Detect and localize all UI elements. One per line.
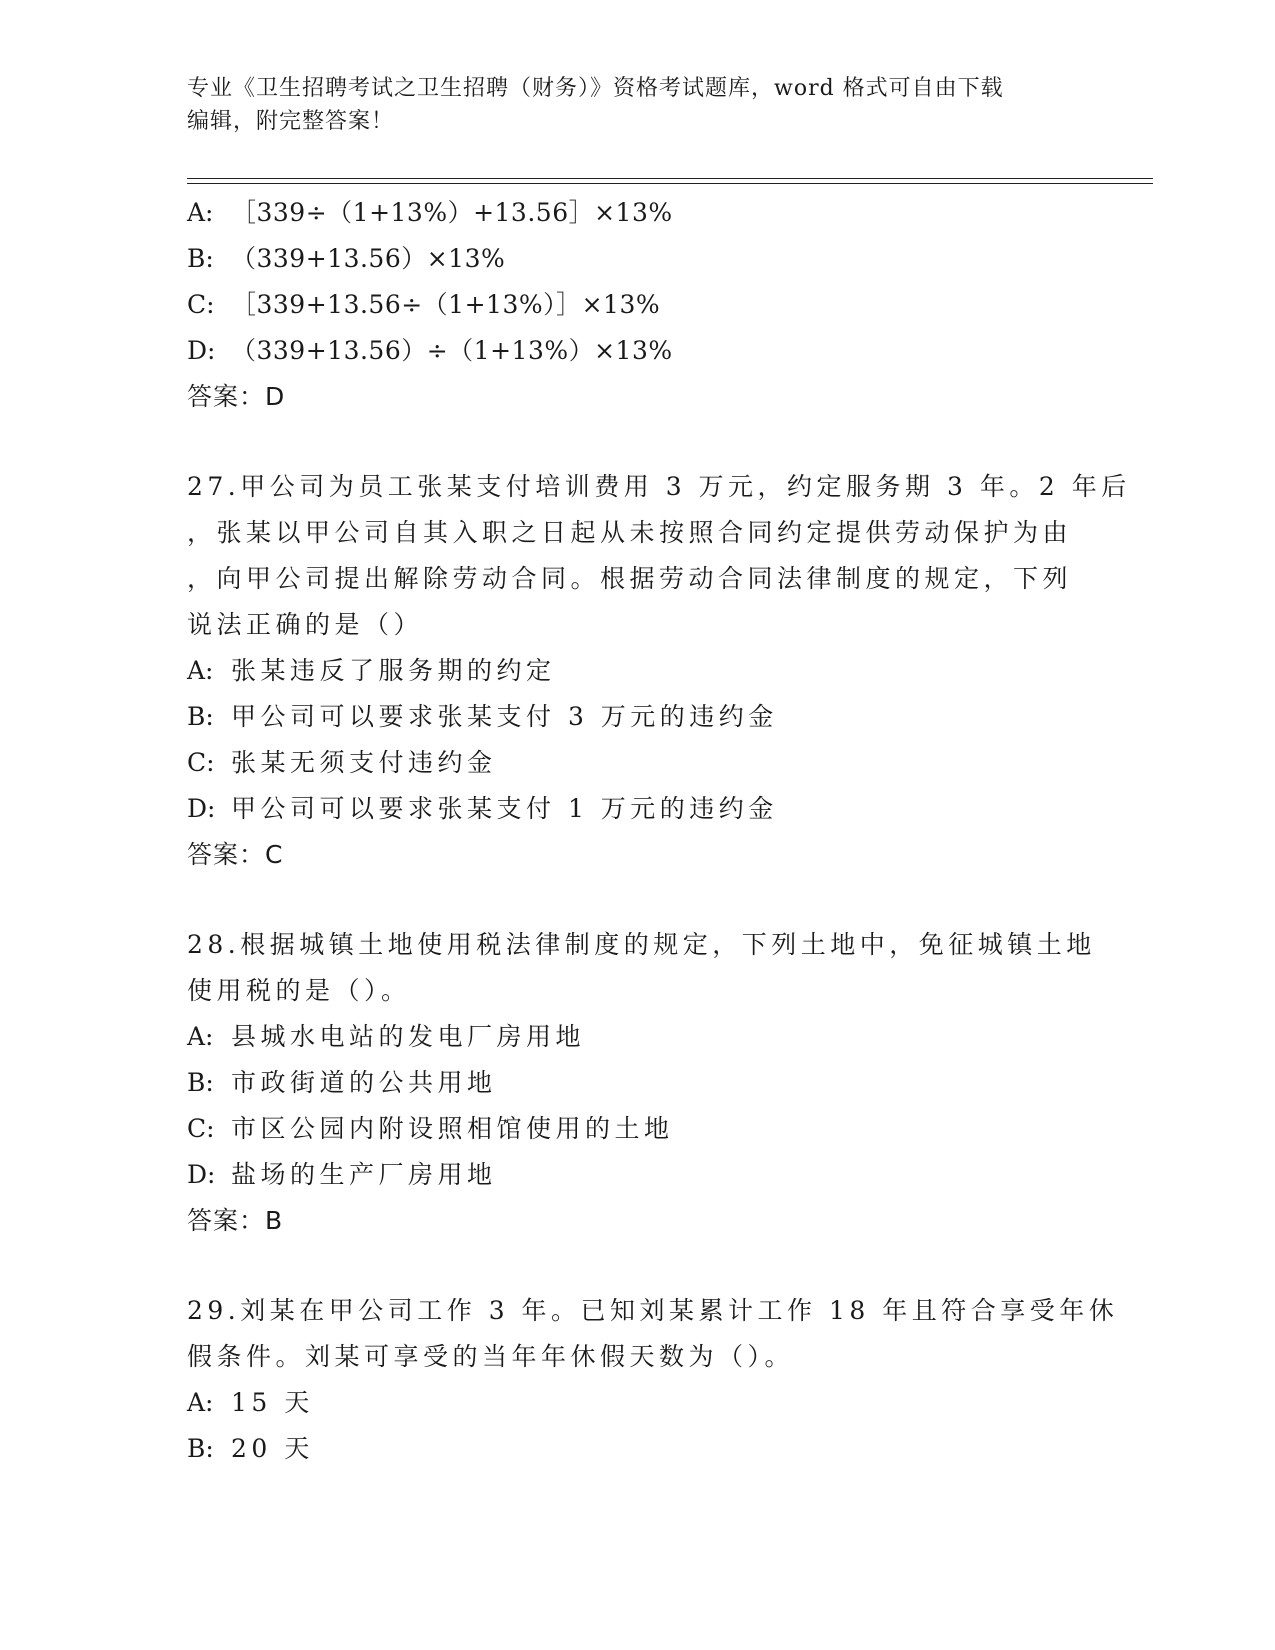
option-a — [187, 190, 1107, 236]
header-line-1: 专业《卫生招聘考试之卫生招聘（财务）》资格考试题库，word 格式可自由下载 — [187, 76, 1004, 101]
question-text-line: 说法正确的是（） — [187, 610, 424, 639]
option-text: （339+13.56）÷（1+13%）×13% — [231, 336, 673, 365]
option-a — [187, 1014, 1107, 1060]
option-a — [187, 1380, 1107, 1426]
question-28 — [187, 922, 1107, 1244]
option-label: D: — [187, 794, 216, 823]
document-header — [187, 72, 1087, 138]
answer-text: 答案：D — [187, 382, 286, 411]
option-text: 甲公司可以要求张某支付 3 万元的违约金 — [231, 702, 778, 731]
header-line-2: 编辑，附完整答案！ — [187, 109, 395, 134]
option-text: ［339+13.56÷（1+13%）］×13% — [231, 290, 661, 319]
answer-text: 答案：B — [187, 1206, 284, 1235]
option-d — [187, 786, 1107, 832]
option-d — [187, 328, 1107, 374]
spacer — [187, 878, 1107, 922]
option-label: A: — [187, 1388, 214, 1417]
header-divider-bottom — [187, 183, 1153, 184]
option-label: C: — [187, 748, 215, 777]
option-d — [187, 1152, 1107, 1198]
option-text: ［339÷（1+13%）+13.56］×13% — [231, 198, 673, 227]
option-c — [187, 1106, 1107, 1152]
option-label: D: — [187, 336, 216, 365]
option-a — [187, 648, 1107, 694]
option-b — [187, 1426, 1107, 1472]
question-text-line: ，张某以甲公司自其入职之日起从未按照合同约定提供劳动保护为由 — [187, 518, 1073, 547]
question-29 — [187, 1288, 1119, 1472]
option-label: B: — [187, 1434, 214, 1463]
question-text-line: 29.刘某在甲公司工作 3 年。已知刘某累计工作 18 年且符合享受年休 — [187, 1296, 1119, 1325]
option-text: 张某无须支付违约金 — [231, 748, 497, 777]
option-label: A: — [187, 198, 214, 227]
question-27 — [187, 464, 1131, 878]
option-label: A: — [187, 1022, 214, 1051]
option-label: B: — [187, 702, 214, 731]
option-c — [187, 740, 1107, 786]
question-26 — [187, 190, 1107, 420]
question-text-line: 28.根据城镇土地使用税法律制度的规定，下列土地中，免征城镇土地 — [187, 930, 1096, 959]
option-label: B: — [187, 1068, 214, 1097]
question-text-line: 使用税的是（）。 — [187, 976, 411, 1005]
option-label: D: — [187, 1160, 216, 1189]
question-text-line: 27.甲公司为员工张某支付培训费用 3 万元，约定服务期 3 年。2 年后 — [187, 472, 1131, 501]
option-text: 盐场的生产厂房用地 — [231, 1160, 497, 1189]
option-text: 县城水电站的发电厂房用地 — [231, 1022, 586, 1051]
option-text: 20 天 — [231, 1434, 314, 1463]
question-list — [187, 190, 1131, 1472]
option-b — [187, 694, 1107, 740]
option-label: C: — [187, 1114, 215, 1143]
option-text: 市区公园内附设照相馆使用的土地 — [231, 1114, 674, 1143]
option-text: 市政街道的公共用地 — [231, 1068, 497, 1097]
question-text-line: 假条件。刘某可享受的当年年休假天数为（）。 — [187, 1342, 795, 1371]
option-label: C: — [187, 290, 215, 319]
option-b — [187, 236, 1107, 282]
header-divider-top — [187, 178, 1153, 179]
option-label: B: — [187, 244, 214, 273]
answer-text: 答案：C — [187, 840, 284, 869]
option-text: 15 天 — [231, 1388, 314, 1417]
question-text-line: ，向甲公司提出解除劳动合同。根据劳动合同法律制度的规定，下列 — [187, 564, 1073, 593]
option-label: A: — [187, 656, 214, 685]
option-c — [187, 282, 1107, 328]
option-text: 甲公司可以要求张某支付 1 万元的违约金 — [231, 794, 778, 823]
option-text: （339+13.56）×13% — [231, 244, 506, 273]
option-text: 张某违反了服务期的约定 — [231, 656, 556, 685]
option-b — [187, 1060, 1107, 1106]
spacer — [187, 420, 1107, 464]
spacer — [187, 1244, 1107, 1288]
